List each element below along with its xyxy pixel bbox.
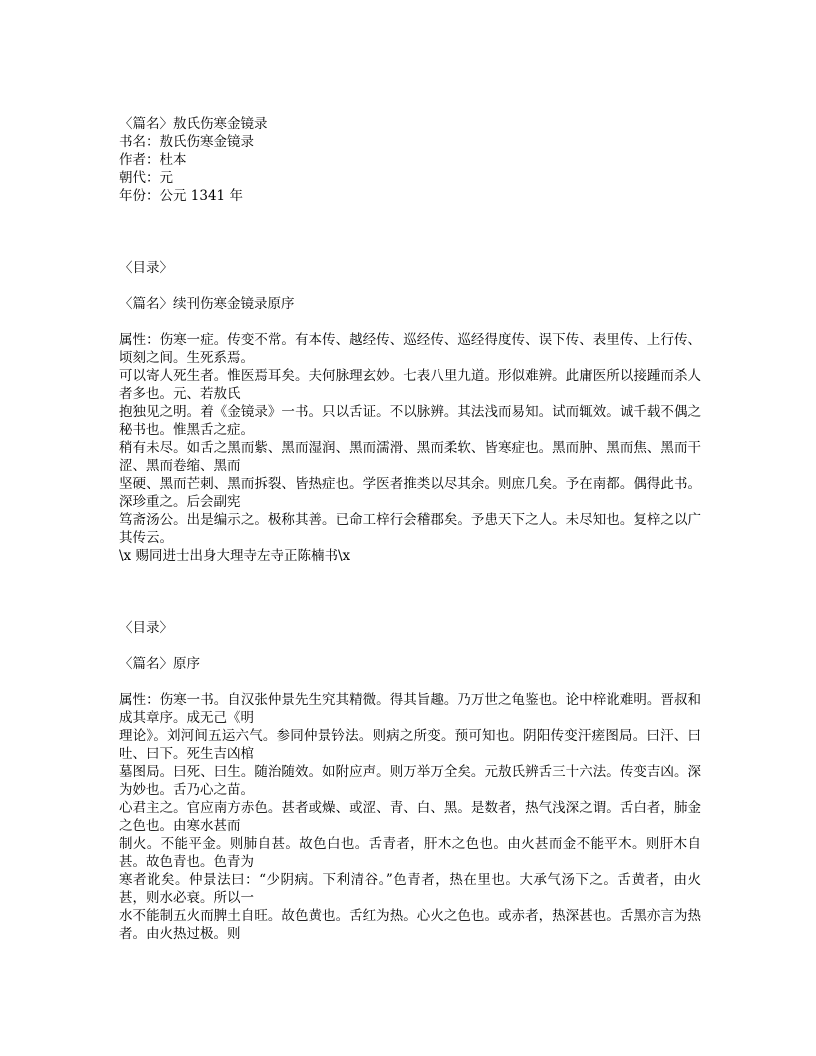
paragraph: 笃斋汤公。出是编示之。极称其善。已命工梓行会稽郡矣。予患天下之人。未尽知也。复梓之以广其传云。: [119, 512, 701, 546]
paragraph: 寒者讹矣。仲景法曰：“少阴病。下利清谷。”色青者，热在里也。大承气汤下之。舌黄者，由火甚，则水必衰。所以一: [119, 872, 701, 906]
signature: \x 赐同进士出身大理寺左寺正陈楠书\x: [119, 548, 351, 564]
paragraph: 可以寄人死生者。惟医焉耳矣。夫何脉理玄妙。七表八里九道。形似难辨。此庸医所以接踵而杀人者多也。元、若敖氏: [119, 368, 701, 402]
paragraph: 墓图局。曰死、曰生。随治随效。如附应声。则万举万全矣。元敖氏辨舌三十六法。传变吉凶。深为妙也。舌乃心之苗。: [119, 764, 701, 798]
paragraph: 理论》。刘河间五运六气。参同仲景钤法。则病之所变。预可知也。阴阳传变汗瘥图局。曰汗、曰吐、曰下。死生吉凶棺: [119, 728, 701, 762]
section-title: 〈篇名〉续刊伤寒金镜录原序: [119, 296, 295, 312]
paragraph: 心君主之。官应南方赤色。甚者或燥、或涩、青、白、黑。是数者，热气浅深之谓。舌白者，肺金之色也。由寒水甚而: [119, 800, 701, 834]
paragraph: 抱独见之明。着《金镜录》一书。只以舌证。不以脉辨。其法浅而易知。试而辄效。诚千载不偶之秘书也。惟黑舌之症。: [119, 404, 701, 438]
section-original-preface: [119, 619, 701, 943]
book-name: 书名：敖氏伤寒金镜录: [119, 134, 254, 150]
chapter-title: 〈篇名〉敖氏伤寒金镜录: [119, 116, 268, 132]
toc-link[interactable]: 〈目录〉: [119, 620, 173, 636]
section-title: 〈篇名〉原序: [119, 656, 200, 672]
paragraph: 属性：伤寒一书。自汉张仲景先生究其精微。得其旨趣。乃万世之龟鉴也。论中梓讹难明。晋叔和成其章序。成无己《明: [119, 692, 701, 726]
author: 作者：杜本: [119, 152, 187, 168]
section-preface-continued: [119, 259, 701, 565]
year: 年份：公元 1341 年: [119, 188, 243, 204]
dynasty: 朝代：元: [119, 170, 173, 186]
book-header: [119, 115, 701, 205]
document-page: [119, 115, 701, 943]
paragraph: 稍有未尽。如舌之黑而紫、黑而湿润、黑而濡滑、黑而柔软、皆寒症也。黑而肿、黑而焦、黑而干涩、黑而卷缩、黑而: [119, 440, 701, 474]
paragraph: 坚硬、黑而芒刺、黑而拆裂、皆热症也。学医者推类以尽其余。则庶几矣。予在南都。偶得此书。深珍重之。后会副宪: [119, 476, 701, 510]
paragraph: 制火。不能平金。则肺自甚。故色白也。舌青者，肝木之色也。由火甚而金不能平木。则肝木自甚。故色青也。色青为: [119, 836, 701, 870]
paragraph: 属性：伤寒一症。传变不常。有本传、越经传、巡经传、巡经得度传、误下传、表里传、上行传、顷刻之间。生死系焉。: [119, 332, 701, 366]
toc-link[interactable]: 〈目录〉: [119, 260, 173, 276]
paragraph: 水不能制五火而脾土自旺。故色黄也。舌红为热。心火之色也。或赤者，热深甚也。舌黑亦言为热者。由火热过极。则: [119, 908, 701, 942]
